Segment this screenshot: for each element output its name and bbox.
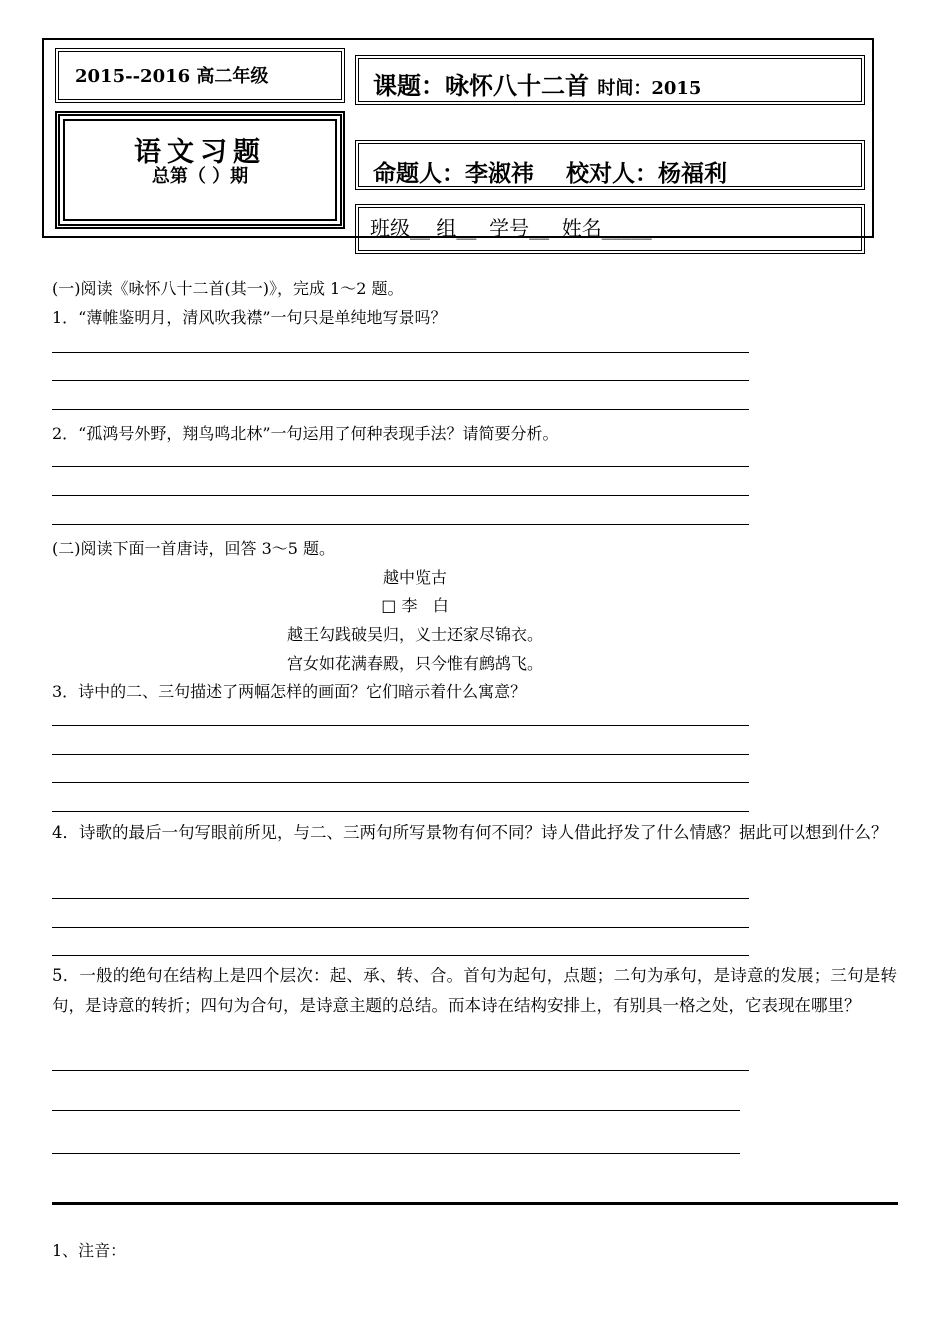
question-1: 1．“薄帷鉴明月，清风吹我襟”一句只是单纯地写景吗？ — [52, 308, 447, 327]
topic-line — [373, 66, 701, 101]
answer-line[interactable] — [52, 1070, 749, 1071]
poem-line-1: 越王勾践破吴归，义士还家尽锦衣。 — [286, 625, 543, 644]
question-3: 3．诗中的二、三句描述了两幅怎样的画面？它们暗示着什么寓意？ — [52, 682, 527, 701]
poem-author: □ 李 白 — [381, 596, 449, 615]
issue-number: 总第（ ）期 — [151, 166, 249, 187]
answer-line[interactable] — [52, 1110, 740, 1111]
answer-line[interactable] — [52, 955, 749, 956]
answer-line[interactable] — [52, 409, 749, 410]
question-2: 2．“孤鸿号外野，翔鸟鸣北林”一句运用了何种表现手法？请简要分析。 — [52, 424, 559, 443]
answer-line[interactable] — [52, 466, 749, 467]
section2-intro: (二)阅读下面一首唐诗，回答 3～5 题。 — [52, 539, 336, 558]
answer-line[interactable] — [52, 782, 749, 783]
poem-title: 越中览古 — [382, 568, 447, 587]
answer-line[interactable] — [52, 352, 749, 353]
answer-line[interactable] — [52, 1153, 740, 1154]
answer-line[interactable] — [52, 754, 749, 755]
grade-label: 2015--2016 高二年级 — [75, 66, 269, 87]
answer-line[interactable] — [52, 898, 749, 899]
poem-line-2: 宫女如花满春殿，只今惟有鹧鸪飞。 — [286, 654, 543, 673]
section1-intro: (一)阅读《咏怀八十二首(其一)》，完成 1～2 题。 — [52, 279, 404, 298]
answer-line[interactable] — [52, 524, 749, 525]
question-4: 4．诗歌的最后一句写眼前所见，与二、三两句所写景物有何不同？诗人借此抒发了什么情感？据此可以想到什么？ — [52, 823, 888, 842]
footer-note: 1、注音： — [52, 1241, 127, 1260]
answer-line[interactable] — [52, 811, 749, 812]
answer-line[interactable] — [52, 927, 749, 928]
author-line: 命题人：李淑祎 校对人：杨福利 — [373, 160, 728, 187]
subject-title: 语文习题 — [134, 137, 266, 168]
question-5: 5．一般的绝句在结构上是四个层次：起、承、转、合。首句为起句，点题；二句为承句，是诗意的发展；三句是转句，是诗意的转折；四句为合句，是诗意主题的总结。而本诗在结构安排上，有别具一格之处，它表现在哪里？ — [52, 966, 897, 1015]
answer-line[interactable] — [52, 725, 749, 726]
time-label: 时间：2015 — [597, 78, 702, 99]
divider — [52, 1202, 898, 1205]
topic-label: 课题：咏怀八十二首 — [373, 71, 589, 100]
class-info-line: 班级__ 组__ 学号__ 姓名_____ — [370, 216, 652, 240]
answer-line[interactable] — [52, 380, 749, 381]
answer-line[interactable] — [52, 495, 749, 496]
